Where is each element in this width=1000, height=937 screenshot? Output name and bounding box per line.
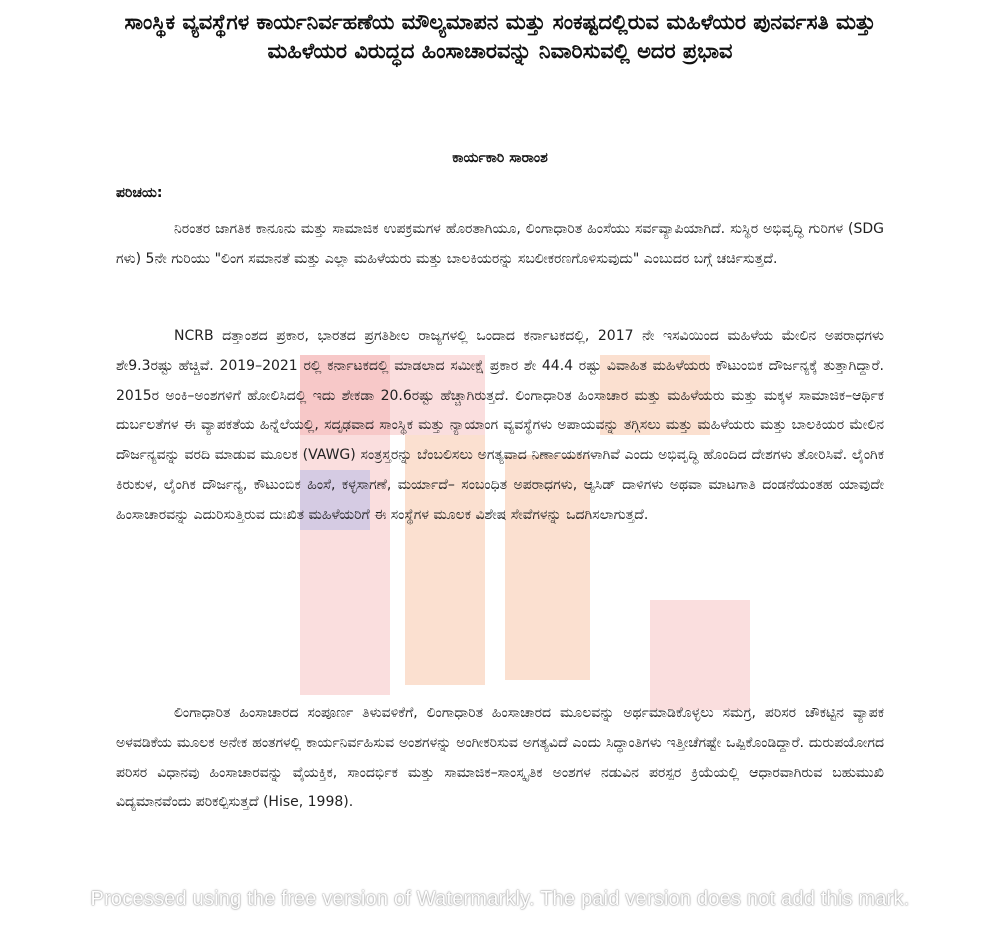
watermark-shape	[650, 600, 750, 710]
paragraph: ನಿರಂತರ ಜಾಗತಿಕ ಕಾನೂನು ಮತ್ತು ಸಾಮಾಜಿಕ ಉಪಕ್ರಮಗಳ ಹೊರತಾಗಿಯೂ, ಲಿಂಗಾಧಾರಿತ ಹಿಂಸೆಯು ಸರ್ವವ್ಯಾಪಿಯಾಗಿದೆ. ಸುಸ್ಥಿರ ಅಭಿವೃದ್ಧಿ ಗುರಿಗಳ (SDG ಗಳು) 5ನೇ ಗುರಿಯು "ಲಿಂಗ ಸಮಾನತೆ ಮತ್ತು ಎಲ್ಲಾ ಮಹಿಳೆಯರು ಮತ್ತು ಬಾಲಕಿಯರನ್ನು ಸಬಲೀಕರಣಗೊಳಿಸುವುದು" ಎಂಬುದರ ಬಗ್ಗೆ ಚರ್ಚಿಸುತ್ತದೆ.	[116, 221, 884, 267]
paragraph: NCRB ದತ್ತಾಂಶದ ಪ್ರಕಾರ, ಭಾರತದ ಪ್ರಗತಿಶೀಲ ರಾಜ್ಯಗಳಲ್ಲಿ ಒಂದಾದ ಕರ್ನಾಟಕದಲ್ಲಿ, 2017 ನೇ ಇಸವಿಯಿಂದ ಮಹಿಳೆಯ ಮೇಲಿನ ಅಪರಾಧಗಳು ಶೇ9.3ರಷ್ಟು ಹೆಚ್ಚಿವೆ. 2019–2021 ರಲ್ಲಿ ಕರ್ನಾಟಕದಲ್ಲಿ ಮಾಡಲಾದ ಸಮೀಕ್ಷೆ ಪ್ರಕಾರ ಶೇ 44.4 ರಷ್ಟು ವಿವಾಹಿತ ಮಹಿಳೆಯರು ಕೌಟುಂಬಿಕ ದೌರ್ಜನ್ಯಕ್ಕೆ ತುತ್ತಾಗಿದ್ದಾರೆ. 2015ರ ಅಂಕಿ–ಅಂಶಗಳಿಗೆ ಹೋಲಿಸಿದಲ್ಲಿ ಇದು ಶೇಕಡಾ 20.6ರಷ್ಟು ಹೆಚ್ಚಾಗಿರುತ್ತದೆ. ಲಿಂಗಾಧಾರಿತ ಹಿಂಸಾಚಾರ ಮತ್ತು ಮಹಿಳೆಯರು ಮತ್ತು ಮಕ್ಕಳ ಸಾಮಾಜಿಕ–ಆರ್ಥಿಕ ದುರ್ಬಲತೆಗಳ ಈ ವ್ಯಾಪಕತೆಯ ಹಿನ್ನೆಲೆಯಲ್ಲಿ, ಸದೃಢವಾದ ಸಾಂಸ್ಥಿಕ ಮತ್ತು ನ್ಯಾಯಾಂಗ ವ್ಯವಸ್ಥೆಗಳು ಅಪಾಯವನ್ನು ತಗ್ಗಿಸಲು ಮತ್ತು ಮಹಿಳೆಯರು ಮತ್ತು ಬಾಲಕಿಯರ ಮೇಲಿನ ದೌರ್ಜನ್ಯವನ್ನು ವರದಿ ಮಾಡುವ ಮೂಲಕ (VAWG) ಸಂತ್ರಸ್ತರನ್ನು ಬೆಂಬಲಿಸಲು ಅಗತ್ಯವಾದ ನಿರ್ಣಾಯಕಗಳಾಗಿವೆ ಎಂದು ಅಭಿವೃದ್ಧಿ ಹೊಂದಿದ ದೇಶಗಳು ತೋರಿಸಿವೆ. ಲೈಂಗಿಕ ಕಿರುಕುಳ, ಲೈಂಗಿಕ ದೌರ್ಜನ್ಯ, ಕೌಟುಂಬಿಕ ಹಿಂಸೆ, ಕಳ್ಳಸಾಗಣೆ, ಮರ್ಯಾದೆ– ಸಂಬಂಧಿತ ಅಪರಾಧಗಳು, ಆ್ಯಸಿಡ್ ದಾಳಿಗಳು ಅಥವಾ ಮಾಟಗಾತಿ ದಂಡನೆಯಂತಹ ಯಾವುದೇ ಹಿಂಸಾಚಾರವನ್ನು ಎದುರಿಸುತ್ತಿರುವ ದುಃಖಿತ ಮಹಿಳೆಯರಿಗೆ ಈ ಸಂಸ್ಥೆಗಳ ಮೂಲಕ ವಿಶೇಷ ಸೇವೆಗಳನ್ನು ಒದಗಿಸಲಾಗುತ್ತದೆ.	[116, 328, 884, 523]
document-title: ಸಾಂಸ್ಥಿಕ ವ್ಯವಸ್ಥೆಗಳ ಕಾರ್ಯನಿರ್ವಹಣೆಯ ಮೌಲ್ಯಮಾಪನ ಮತ್ತು ಸಂಕಷ್ಟದಲ್ಲಿರುವ ಮಹಿಳೆಯರ ಪುನರ್ವಸತಿ ಮತ್ತು ಮಹಿಳೆಯರ ವಿರುದ್ಧದ ಹಿಂಸಾಚಾರವನ್ನು ನಿವಾರಿಸುವಲ್ಲಿ ಅದರ ಪ್ರಭಾವ	[124, 10, 876, 63]
executive-summary-heading: ಕಾರ್ಯಕಾರಿ ಸಾರಾಂಶ	[452, 150, 548, 166]
introduction-label: ಪರಿಚಯ:	[116, 185, 163, 201]
watermark-notice: Processed using the free version of Watermarkly. The paid version does not add this mark.	[90, 888, 910, 910]
paragraph: ಲಿಂಗಾಧಾರಿತ ಹಿಂಸಾಚಾರದ ಸಂಪೂರ್ಣ ತಿಳುವಳಿಕೆಗೆ, ಲಿಂಗಾಧಾರಿತ ಹಿಂಸಾಚಾರದ ಮೂಲವನ್ನು ಅರ್ಥಮಾಡಿಕೊಳ್ಳಲು ಸಮಗ್ರ, ಪರಿಸರ ಚೌಕಟ್ಟಿನ ವ್ಯಾಪಕ ಅಳವಡಿಕೆಯ ಮೂಲಕ ಅನೇಕ ಹಂತಗಳಲ್ಲಿ ಕಾರ್ಯನಿರ್ವಹಿಸುವ ಅಂಶಗಳನ್ನು ಅಂಗೀಕರಿಸುವ ಅಗತ್ಯವಿದೆ ಎಂದು ಸಿದ್ಧಾಂತಿಗಳು ಇತ್ತೀಚೆಗಷ್ಟೇ ಒಪ್ಪಿಕೊಂಡಿದ್ದಾರೆ. ದುರುಪಯೋಗದ ಪರಿಸರ ವಿಧಾನವು ಹಿಂಸಾಚಾರವನ್ನು ವೈಯಕ್ತಿಕ, ಸಾಂದರ್ಭಿಕ ಮತ್ತು ಸಾಮಾಜಿಕ–ಸಾಂಸ್ಕೃತಿಕ ಅಂಶಗಳ ನಡುವಿನ ಪರಸ್ಪರ ಕ್ರಿಯೆಯಲ್ಲಿ ಆಧಾರವಾಗಿರುವ ಬಹುಮುಖಿ ವಿದ್ಯಮಾನವೆಂದು ಪರಿಕಲ್ಪಿಸುತ್ತದೆ (Hise, 1998).	[116, 705, 884, 811]
